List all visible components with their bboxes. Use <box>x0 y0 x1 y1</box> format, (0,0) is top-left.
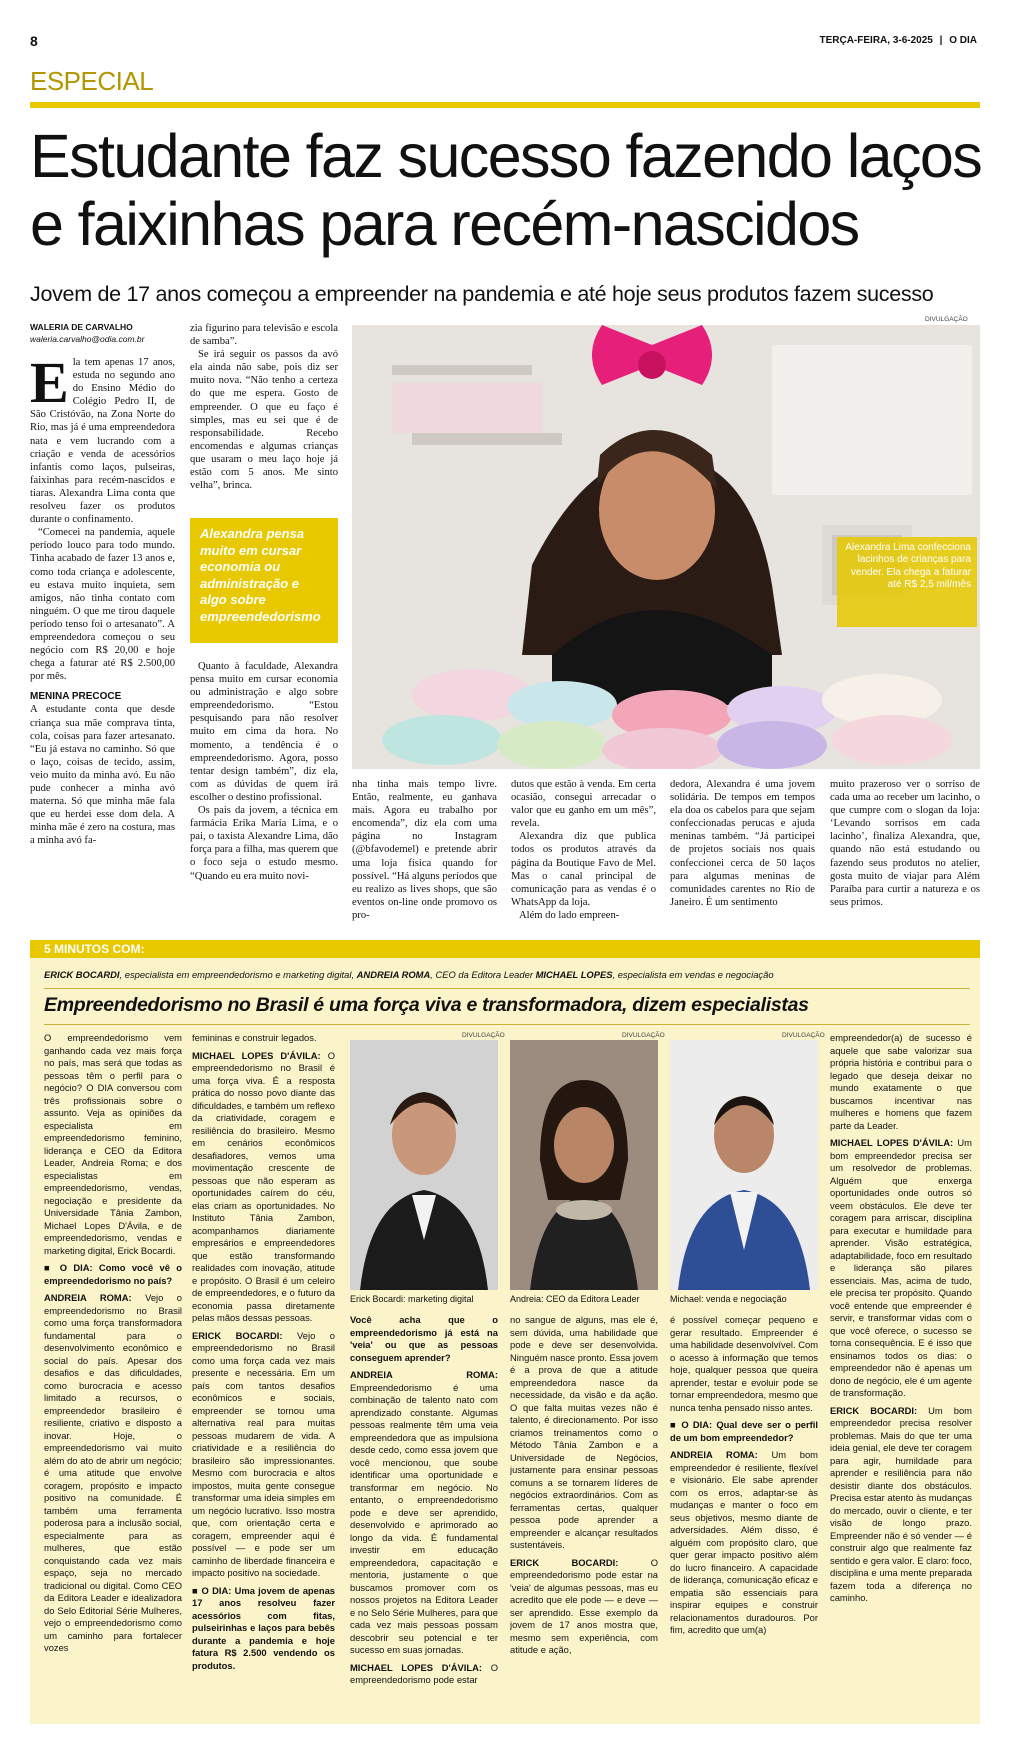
subheading-menina-precoce: MENINA PRECOCE <box>30 691 122 703</box>
portrait-erick-illustration <box>350 1040 498 1290</box>
interview-rule <box>44 988 970 989</box>
interview-question: ■ O DIA: Como você vê o empreendedorismo no país? <box>44 1262 182 1286</box>
interview-headline: Empreendedorismo no Brasil é uma força viva e transformadora, dizem especialistas <box>44 994 809 1016</box>
subheadline: Jovem de 17 anos começou a empreender na pandemia e até hoje seus produtos fazem sucesso <box>30 282 934 306</box>
interview-answer: ANDREIA ROMA: Empreendedorismo é uma combinação de talento nato com aprendizado constante. Algumas pessoas realmente têm uma veia empreendedora que as impulsiona desde cedo, como essa jovem que você mencionou, que soube identificar uma oportunidade e transformar em negócio. No entanto, o empreendedorismo pode e deve ser aprendido, desenvolvido e aprimorado ao longo da vida. É fundamental investir em educação empreendedora, capacitação e mentoria, justamente o que buscamos promover com os nossos projetos na Editora Leader e no Selo Série Mulheres, para que cada vez mais pessoas possam descobrir seu potencial e ter sucesso em suas jornadas. <box>350 1369 498 1655</box>
guest-name: ERICK BOCARDI <box>44 969 120 980</box>
interview-answer: ERICK BOCARDI: O empreendedorismo pode estar na 'veia' de algumas pessoas, mas eu acredito que ele pode — e deve — ser aprendido. Esse exemplo da jovem de 17 anos mostra que, mesmo sem experiência, com atitude e ação, <box>510 1556 658 1655</box>
interview-answer: ERICK BOCARDI: Vejo o empreendedorismo no Brasil como uma força cada vez mais presente e necessária. Em um país com tantos desafios econômicos e sociais, empreender se tornou uma alternativa real para muitas pessoas mudarem de vida. A criatividade e a resiliência do brasileiro são impressionantes. Mesmo com burocracia e altos impostos, muita gente consegue transformar uma ideia simples em um negócio lucrativo. Isso mostra que, com orientação certa e coragem, empreender aqui é possível — e pode ser um caminho de liberdade financeira e impacto positivo na sociedade. <box>192 1329 335 1578</box>
interview-column-1 <box>44 1032 182 1718</box>
interview-column-6 <box>830 1032 972 1718</box>
headline-line-1: Estudante faz sucesso fazendo laços <box>30 122 982 190</box>
article-column-5 <box>670 778 815 928</box>
interview-bar <box>30 940 980 958</box>
section-rule <box>30 102 980 108</box>
article-paragraph: Quanto à faculdade, Alexandra pensa muito em cursar economia ou administração e algo sobre empreendedorismo. “Estou pesquisando para não resolver muito em cima da hora. No momento, a tendência é o empreendedorismo. Agora, posso tentar design também”, diz ela, com as dúvidas de quem irá escolher o destino profissional. <box>190 661 338 803</box>
interview-answer: ERICK BOCARDI: Um bom empreendedor precisa resolver problemas. Mais do que ter uma ideia genial, ele deve ter coragem para agir, humildade para aprender e resiliência para não desistir diante dos obstáculos. Precisa estar atento às mudanças do mercado, ouvir o cliente, e ter visão de longo prazo. Empreender não é só vender — é construir algo que realmente faz sentido e gera valor. E claro: foco, disciplina e uma mente preparada fazem toda a diferença no caminho. <box>830 1404 972 1603</box>
portrait-andreia-illustration <box>510 1040 658 1290</box>
photo-caption: Alexandra Lima confecciona lacinhos de crianças para vender. Ela chega a faturar até R$ 2,5 mil/mês <box>845 542 971 590</box>
article-column-2-top <box>190 322 338 540</box>
article-paragraph: la tem apenas 17 anos, estuda no segundo ano do Ensino Médio do Colégio Pedro II, de São Cristóvão, na Zona Norte do Rio, mas já é uma empreendedora nata e vem lucrando com a criação e venda de acessórios infantis como laços, pulseiras, faixinhas para recém-nascidos e tiaras. Alexandra Lima conta que resolveu fazer os produtos durante o confinamento. <box>30 357 175 526</box>
interview-answer: é possível começar pequeno e gerar resultado. Empreender é uma habilidade desenvolvível. Com o acesso à informação que temos hoje, qualquer pessoa que queira aprender, testar e evoluir pode se tornar empreendedora, mesmo que nunca tenha pensado nisso antes. <box>670 1314 818 1413</box>
headline-line-2: e faixinhas para recém-nascidos <box>30 190 859 258</box>
portrait-erick <box>350 1040 498 1290</box>
interview-guests: ERICK BOCARDI, especialista em empreendedorismo e marketing digital, ANDREIA ROMA, CEO da Editora Leader MICHAEL LOPES, especialista em vendas e negociação <box>44 969 774 980</box>
article-column-4 <box>511 778 656 928</box>
interview-column-5 <box>670 1314 818 1718</box>
article-paragraph: “Comecei na pandemia, aquele período louco para todo mundo. Tinha acabado de fazer 13 anos e, como toda criança e adolescente, eu estava muito inquieta, sem amigos, não tinha contato com ninguém. O que me tirou daquele período tenso foi o artesanato”. A empreendedora começou o seu negócio com R$ 20,00 e hoje chega a faturar até R$ 2.500,00 por mês. <box>30 527 175 683</box>
section-label: ESPECIAL <box>30 66 154 96</box>
photo-caption-box <box>837 537 977 627</box>
interview-column-2 <box>192 1032 335 1718</box>
article-paragraph: dutos que estão à venda. Em certa ocasião, consegui arrecadar o valor que eu ganho em um mês”, revela. <box>511 779 656 830</box>
pull-quote: Alexandra pensa muito em cursar economia ou administração e algo sobre empreendedorismo <box>200 526 321 624</box>
interview-answer: empreendedor(a) de sucesso é aquele que sabe valorizar sua própria história e contribui para o legado que deseja deixar no mundo exatamente o que buscamos incentivar nas mulheres e homens que fazem parte da Leader. <box>830 1032 972 1131</box>
interview-answer: femininas e construir legados. <box>192 1032 317 1043</box>
article-column-6 <box>830 778 980 928</box>
guest-name: MICHAEL LOPES <box>535 969 613 980</box>
photo-credit: DIVULGAÇÃO <box>925 316 968 323</box>
portrait-andreia <box>510 1040 658 1290</box>
article-paragraph: Se irá seguir os passos da avó ela ainda não sabe, pois diz ser muito nova. “Não tenho a certeza do que me espera. Gosto de empreender. O que eu faço é simples, mas eu sei que é de responsabilidade. Recebo encomendas e algumas crianças que usaram o meu laço hoje já estão com 5 anos. Me sinto velha”, brinca. <box>190 349 338 492</box>
interview-column-3 <box>350 1314 498 1718</box>
article-paragraph: Os pais da jovem, a técnica em farmácia Erika Maria Lima, e o pai, o taxista Alexandre Lima, dão força para a filha, mas querem que o foco seja o estudo mesmo. “Quando eu era muito novi- <box>190 805 338 882</box>
article-column-3 <box>352 778 497 928</box>
interview-answer: ANDREIA ROMA: Vejo o empreendedorismo no Brasil como uma força transformadora fundamental para o desenvolvimento econômico e social do país. Apesar dos desafios e das dificuldades, como burocracia e acesso limitado a recursos, o empreendedor brasileiro é resiliente, criativo e disposto a inovar. Hoje, o empreendedorismo vai muito além do ato de abrir um negócio; é uma atitude que envolve coragem, propósito e impacto positivo na comunidade. É também uma ferramenta poderosa para a inclusão social, especialmente para as mulheres, que estão conquistando cada vez mais espaço, seja no mercado tradicional ou digital. Como CEO da Editora Leader e idealizadora do Selo Editorial Série Mulheres, vejo o empreendedorismo como um caminho para fortalecer vozes <box>44 1292 182 1653</box>
article-paragraph: A estudante conta que desde criança sua mãe comprava tinta, cola, coisas para fazer artesanato. “Eu já estava no caminho. Só que o laço, coisas de tecido, assim, veio muito da minha avó. Eu não pude conhecer a minha avó materna. Só que minha mãe fala que eu herdei esse dom dela. A minha mãe é zero na costura, mas a minha avó fa- <box>30 704 175 847</box>
page-number: 8 <box>30 33 38 49</box>
portrait-credit: DIVULGAÇÃO <box>782 1032 825 1039</box>
portrait-credit: DIVULGAÇÃO <box>462 1032 505 1039</box>
page-header-right: TERÇA-FEIRA, 3-6-2025 | O DIA <box>819 35 977 46</box>
article-paragraph: Alexandra diz que publica todos os produtos através da página da Boutique Favo de Mel. Mas o canal principal de comunicação para as vendas é o WhatsApp da loja. <box>511 831 656 908</box>
guest-role: CEO da Editora Leader <box>435 969 533 980</box>
portrait-credit: DIVULGAÇÃO <box>622 1032 665 1039</box>
interview-answer: MICHAEL LOPES D'ÁVILA: Um bom empreendedor precisa ser um resolvedor de problemas. Alguém que enxerga oportunidades onde outros só veem obstáculos. Ele deve ter coragem para arriscar, disciplina para executar e humildade para aprender. Visão estratégica, adaptabilidade, foco em resultado e liderança são pilares essenciais. Mas, acima de tudo, ele precisa ter propósito. Quando você entende que empreender é servir, e transformar vidas com o que você oferece, o sucesso se torna consequência. E é isso que ensinamos todos os dias: o empreendedor não é apenas um dono de negócio, ele é um agente de transformação. <box>830 1137 972 1398</box>
portrait-caption: Michael: venda e negociação <box>670 1294 787 1304</box>
paper-name: O DIA <box>949 35 977 46</box>
interview-question: Você acha que o empreendedorismo já está na 'veia' ou que as pessoas conseguem aprender? <box>350 1314 498 1363</box>
article-paragraph: dedora, Alexandra é uma jovem solidária. De tempos em tempos ela doa os cabelos para que sejam confeccionadas perucas e ajuda meninas também. “Já participei de projetos sociais nos quais confeccionei cerca de 50 laços para algumas meninas de comunidades carentes no Rio de Janeiro. É um sentimento <box>670 779 815 908</box>
portrait-caption: Erick Bocardi: marketing digital <box>350 1294 474 1304</box>
guest-name: ANDREIA ROMA <box>356 969 431 980</box>
guest-role: especialista em vendas e negociação <box>617 969 774 980</box>
article-paragraph: muito prazeroso ver o sorriso de cada uma ao receber um lacinho, o que cumpre com o slogan da loja: ‘Levando sorrisos em cada lacinho’, finaliza Alexandra, que, quando não está estudando ou fazendo seus produtos no atelier, gosta muito de viajar para Além Paraíba para curtir a natureza e os seus primos. <box>830 779 980 908</box>
interview-rule-2 <box>44 1024 970 1025</box>
interview-answer: ANDREIA ROMA: Um bom empreendedor é resiliente, flexível e visionário. Ele sabe aprender com os erros, adaptar-se às mudanças e manter o foco em seus objetivos, mesmo diante de adversidades. Além disso, é alguém com propósito claro, que quer gerar impacto positivo além do lucro financeiro. A capacidade de liderança, comunicação eficaz e empatia são essenciais para inspirar equipes e construir relacionamentos duradouros. Por fim, acredito que um(a) <box>670 1449 818 1635</box>
article-column-2-bottom <box>190 660 338 928</box>
edition-date: TERÇA-FEIRA, 3-6-2025 <box>819 35 933 46</box>
portrait-michael <box>670 1040 818 1290</box>
article-paragraph: nha tinha mais tempo livre. Então, realmente, eu ganhava mais. Agora eu trabalho por encomenda”, diz ela com uma página no Instagram (@bfavodemel) e pretende abrir uma loja física quando for possível. “Há alguns períodos que eu realizo as lives shops, que são eventos on-line onde promovo os pro- <box>352 779 497 921</box>
drop-cap: E <box>30 356 69 415</box>
portrait-michael-illustration <box>670 1040 818 1290</box>
article-column-1 <box>30 356 175 926</box>
interview-bar-label: 5 MINUTOS COM: <box>44 942 145 956</box>
interview-column-4 <box>510 1314 658 1718</box>
headline <box>30 122 985 258</box>
article-paragraph: zia figurino para televisão e escola de samba”. <box>190 323 338 348</box>
interview-intro: O empreendedorismo vem ganhando cada vez mais força no país, mas será que todas as pessoas têm o perfil para o negócio? O DIA conversou com três profissionais sobre o assunto. Veja as opiniões da especialista em empreendedorismo feminino, liderança e CEO da Editora Leader, Andreia Roma; e dos especialistas em empreendedorismo, vendas, negociação e presidente da Universidade Tânia Zambon, Michael Lopes D'Ávila, e de empreendedorismo, vendas e marketing digital, Erick Bocardi. <box>44 1032 182 1256</box>
byline-email: waleria.carvalho@odia.com.br <box>30 334 145 344</box>
byline-name: WALERIA DE CARVALHO <box>30 322 133 332</box>
article-paragraph: Além do lado empreen- <box>519 909 620 921</box>
interview-answer: MICHAEL LOPES D'ÁVILA: O empreendedorismo pode estar <box>350 1661 498 1685</box>
portrait-caption: Andreia: CEO da Editora Leader <box>510 1294 640 1304</box>
interview-answer: MICHAEL LOPES D'ÁVILA: O empreendedorismo no Brasil é uma força viva. É a resposta prática do nosso povo diante das dificuldades, e também um reflexo da criatividade, coragem e resiliência do brasileiro. Mesmo em cenários econômicos desafiadores, vemos uma movimentação crescente de pessoas que não esperam as oportunidades caírem do céu, elas criam as oportunidades. No Instituto Tânia Zambon, acompanhamos diariamente empresários e empreendedores que estão transformando realidades com inovação, atitude e propósito. O Brasil é um celeiro de empreendedores, e o futuro da economia passa diretamente pelas mãos dessas pessoas. <box>192 1049 335 1323</box>
guest-role: especialista em empreendedorismo e marketing digital <box>124 969 352 980</box>
interview-question: ■ O DIA: Qual deve ser o perfil de um bom empreendedor? <box>670 1419 818 1443</box>
interview-answer: no sangue de alguns, mas ele é, sem dúvida, uma habilidade que pode e deve ser desenvolvida. Ninguém nasce pronto. Essa jovem é a prova de que a atitude empreendedora nasce da necessidade, da visão e da ação. O que falta muitas vezes não é talento, é direcionamento. Por isso criamos treinamentos como o Método Tânia Zambon e a Universidade de Negócios, justamente para ensinar pessoas comuns a se tornarem líderes de negócios extraordinários. Com as ferramentas certas, qualquer pessoa pode aprender a empreender e alcançar resultados sustentáveis. <box>510 1314 658 1550</box>
pull-quote-box <box>190 518 338 643</box>
interview-question: ■ O DIA: Uma jovem de apenas 17 anos resolveu fazer acessórios com fitas, pulseirinhas e laços para bebês durante a pandemia e hoje fatura R$ 2.500 vendendo os produtos. <box>192 1584 335 1671</box>
